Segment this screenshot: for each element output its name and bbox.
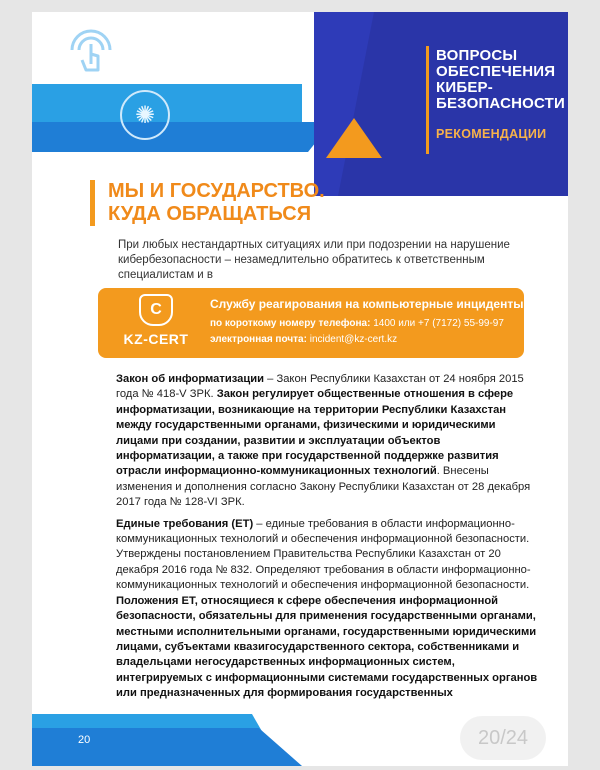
- kz-cert-logo: [118, 294, 194, 354]
- law-informatization-intro: – Закон Республики Казахстан от 24 ноября 2015 года № 418-V ЗРК.: [116, 373, 524, 401]
- kazakhstan-emblem-icon: ✺: [120, 90, 170, 140]
- header-title: ВОПРОСЫ ОБЕСПЕЧЕНИЯ КИБЕР-БЕЗОПАСНОСТИ: [436, 47, 566, 112]
- orange-triangle-decoration: [326, 118, 382, 158]
- document-page: [32, 12, 568, 766]
- header-subtitle: РЕКОМЕНДАЦИИ: [436, 127, 547, 141]
- document-body: [116, 372, 540, 708]
- page-number: 20: [78, 734, 91, 746]
- law-informatization-amendments: . Внесены изменения и дополнения согласно Закону Республики Казахстан от 28 декабря 2017 года № 128-VI ЗРК.: [116, 465, 531, 509]
- page-counter-badge: 20/24: [460, 716, 546, 760]
- unified-requirements-intro: – единые требования в области информационно-коммуникационных технологий и обеспечения информационной безопасности. Утверждены постановлением Правительства Республики Казахстан от 20 декабря 2016 года № 832. Определяют требования в области информационно-коммуникационных технологий и обеспечения информационной безопасности.: [116, 517, 531, 592]
- unified-requirements-paragraph: [116, 517, 540, 702]
- kz-cert-email: [210, 334, 397, 345]
- section-intro: При любых нестандартных ситуациях или при подозрении на нарушение кибербезопасности – незамедлительно обратитесь к ответственным специалистам и в: [118, 239, 510, 281]
- shield-icon: C: [139, 294, 173, 326]
- law-informatization-term: Закон об информатизации: [116, 373, 265, 385]
- kz-cert-contact-box: [98, 288, 524, 358]
- phone-value[interactable]: 1400 или +7 (7172) 55-99-97: [373, 318, 504, 329]
- header-blue-band: [32, 122, 332, 152]
- touch-finger-icon: [62, 20, 120, 78]
- unified-requirements-scope: Положения ЕТ, относящиеся к сфере обеспечения информационной безопасности, обязательны для применения государственными органами, местными исполнительными органами, государственными юридическими лицами, субъектами квазигосударственного сектора, собственниками и владельцами негосударственных информационных систем, интегрируемых с информационными системами государственных органов или предназначенных для формирования государственных: [116, 594, 538, 700]
- law-informatization-scope: Закон регулирует общественные отношения в сфере информатизации, возникающие на территории Республики Казахстан между государственными органами, физическими и юридическими лицами при создании, развитии и эксплуатации объектов информатизации, а также при государственной поддержке развития отрасли информационно-коммуникационных технологий: [116, 388, 514, 478]
- section-accent-bar: [90, 180, 95, 226]
- email-value[interactable]: incident@kz-cert.kz: [309, 334, 398, 345]
- phone-label: по короткому номеру телефона:: [210, 318, 371, 329]
- header-orange-rule: [426, 46, 429, 154]
- law-informatization-paragraph: [116, 372, 540, 511]
- kz-cert-phone: [210, 318, 504, 329]
- footer-blue-band: [32, 728, 302, 766]
- email-label: электронная почта:: [210, 334, 307, 345]
- kz-cert-logo-text: KZ-CERT: [123, 331, 189, 347]
- section-title: МЫ И ГОСУДАРСТВО. КУДА ОБРАЩАТЬСЯ: [108, 180, 325, 225]
- kz-cert-title: Службу реагирования на компьютерные инциденты: [210, 297, 524, 311]
- unified-requirements-term: Единые требования (ЕТ): [116, 517, 254, 530]
